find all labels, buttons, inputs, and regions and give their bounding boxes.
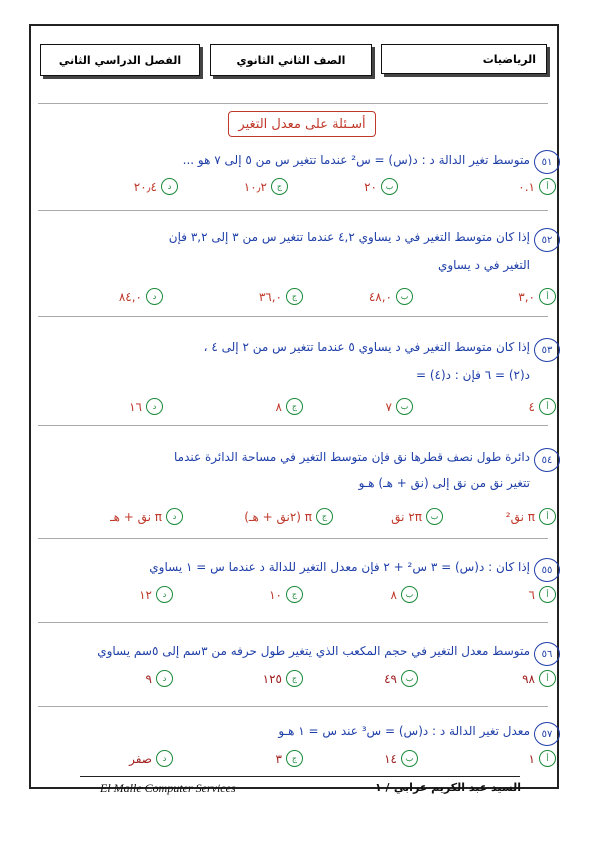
option-value: ٩٨ [522, 671, 535, 686]
option-c [244, 178, 288, 195]
option-value: ٨ [390, 587, 397, 602]
option-d [139, 586, 173, 603]
ruled-line [38, 425, 548, 426]
option-value: ٨٤,٠ [118, 289, 142, 304]
option-d [129, 398, 163, 415]
option-letter: ج [286, 750, 303, 767]
option-a [529, 586, 556, 603]
option-letter: ب [396, 398, 413, 415]
option-letter: أ [539, 288, 556, 305]
option-letter: ج [271, 178, 288, 195]
question-number: ٥٦ [534, 642, 560, 666]
option-a [522, 670, 556, 687]
option-letter: أ [539, 670, 556, 687]
option-a [518, 178, 556, 195]
option-letter: ج [286, 670, 303, 687]
ruled-line [38, 210, 548, 211]
option-value: ١٢ [139, 587, 152, 602]
question-text-line2: تتغير نق من نق إلى (نق + هـ) هـو [358, 476, 530, 490]
option-value: ١٠٫٢ [243, 179, 267, 194]
option-value: ٢π نق [391, 509, 422, 524]
question-text: متوسط معدل التغير في حجم المكعب الذي يتغير طول حرفه من ٣سم إلى ٥سم يساوي [97, 644, 530, 658]
option-b [384, 670, 418, 687]
option-letter: د [156, 670, 173, 687]
option-letter: ب [396, 288, 413, 305]
option-value: ٣٦,٠ [258, 289, 282, 304]
option-letter: ج [316, 508, 333, 525]
option-d [119, 288, 163, 305]
option-letter: ب [401, 670, 418, 687]
option-value: ٤٩ [384, 671, 397, 686]
option-d [129, 750, 173, 767]
footer-author: السيد عبد الكريم عرابي [393, 781, 521, 794]
ruled-line [38, 706, 548, 707]
ruled-line [38, 103, 548, 104]
option-c [269, 586, 303, 603]
option-value: ١٦ [129, 399, 142, 414]
option-letter: د [156, 586, 173, 603]
ruled-line [38, 316, 548, 317]
option-value: ٣,٠ [518, 289, 535, 304]
question-number: ٥٥ [534, 558, 560, 582]
option-letter: أ [539, 586, 556, 603]
semester-box [40, 44, 200, 76]
option-letter: ب [401, 750, 418, 767]
option-value: ٩ [145, 671, 152, 686]
option-value: ٣ [275, 751, 282, 766]
question-text-line2: التغير في د يساوي [437, 258, 530, 272]
option-value: ٠.١ [518, 179, 535, 194]
option-value: ١٢٥ [262, 671, 282, 686]
grade-label: الصف الثاني الثانوي [236, 53, 346, 67]
option-letter: ج [286, 288, 303, 305]
option-c [263, 670, 303, 687]
footer-divider [80, 776, 520, 777]
semester-label: الفصل الدراسي الثاني [58, 53, 182, 67]
option-letter: د [156, 750, 173, 767]
ruled-line [38, 622, 548, 623]
question-number: ٥١ [534, 150, 560, 174]
grade-box [210, 44, 372, 76]
option-value: π نق² [505, 509, 535, 524]
option-letter: ب [426, 508, 443, 525]
option-letter: د [166, 508, 183, 525]
option-value: ٤ [528, 399, 535, 414]
option-value: ١ [528, 751, 535, 766]
question-text-line2: د(٢) = ٦ فإن : د(٤) = [415, 368, 530, 382]
question-number: ٥٧ [534, 722, 560, 746]
option-a [529, 750, 556, 767]
option-c [244, 508, 333, 525]
option-letter: ب [381, 178, 398, 195]
option-letter: ج [286, 586, 303, 603]
option-letter: أ [539, 398, 556, 415]
option-c [276, 398, 303, 415]
option-a [506, 508, 556, 525]
option-value: ٦ [528, 587, 535, 602]
option-value: ٨ [275, 399, 282, 414]
option-letter: أ [539, 178, 556, 195]
page-number: ١ / [375, 781, 390, 794]
option-d [146, 670, 173, 687]
subject-label: الرياضيات [482, 52, 536, 66]
option-b [369, 288, 413, 305]
option-value: ٧ [385, 399, 392, 414]
option-c [259, 288, 303, 305]
option-value: ٢٠ [364, 179, 377, 194]
option-letter: ج [286, 398, 303, 415]
question-text: دائرة طول نصف قطرها نق فإن متوسط التغير في مساحة الدائرة عندما [173, 450, 530, 464]
question-text: إذا كان متوسط التغير في د يساوي ٤,٢ عندما تتغير س من ٣ إلى ٣,٢ فإن [168, 230, 530, 244]
option-b [386, 398, 413, 415]
page-title-text: أسـئلة على معدل التغير [238, 116, 366, 132]
option-value: π نق + هـ [110, 509, 162, 524]
option-value: ١٤ [384, 751, 397, 766]
question-number: ٥٣ [534, 338, 560, 362]
footer-company: El Malle Computer Services [100, 781, 236, 795]
option-value: ١٠ [269, 587, 282, 602]
option-b [384, 750, 418, 767]
question-number: ٥٢ [534, 228, 560, 252]
option-a [529, 398, 556, 415]
option-b [391, 508, 443, 525]
option-letter: د [161, 178, 178, 195]
option-value: ٢٠٫٤ [133, 179, 157, 194]
option-value: صفر [129, 751, 152, 766]
option-a [518, 288, 556, 305]
option-c [276, 750, 303, 767]
option-b [391, 586, 418, 603]
question-text: متوسط تغير الدالة د : د(س) = س² عندما تتغير س من ٥ إلى ٧ هو ... [182, 153, 530, 167]
option-value: ٤٨,٠ [368, 289, 392, 304]
option-value: π (٢نق + هـ) [244, 509, 312, 524]
question-text: إذا كان متوسط التغير في د يساوي ٥ عندما تتغير س من ٢ إلى ٤ ، [203, 340, 530, 354]
option-letter: أ [539, 508, 556, 525]
option-letter: أ [539, 750, 556, 767]
question-text: إذا كان : د(س) = ٣ س² + ٢ فإن معدل التغير للدالة د عندما س = ١ يساوي [149, 560, 530, 574]
option-d [110, 508, 183, 525]
option-d [134, 178, 178, 195]
option-letter: د [146, 288, 163, 305]
subject-box [381, 44, 547, 74]
option-b [364, 178, 398, 195]
page-title [228, 111, 376, 137]
option-letter: د [146, 398, 163, 415]
ruled-line [38, 538, 548, 539]
question-number: ٥٤ [534, 448, 560, 472]
option-letter: ب [401, 586, 418, 603]
question-text: معدل تغير الدالة د : د(س) = س³ عند س = ١ هـو [278, 724, 530, 738]
